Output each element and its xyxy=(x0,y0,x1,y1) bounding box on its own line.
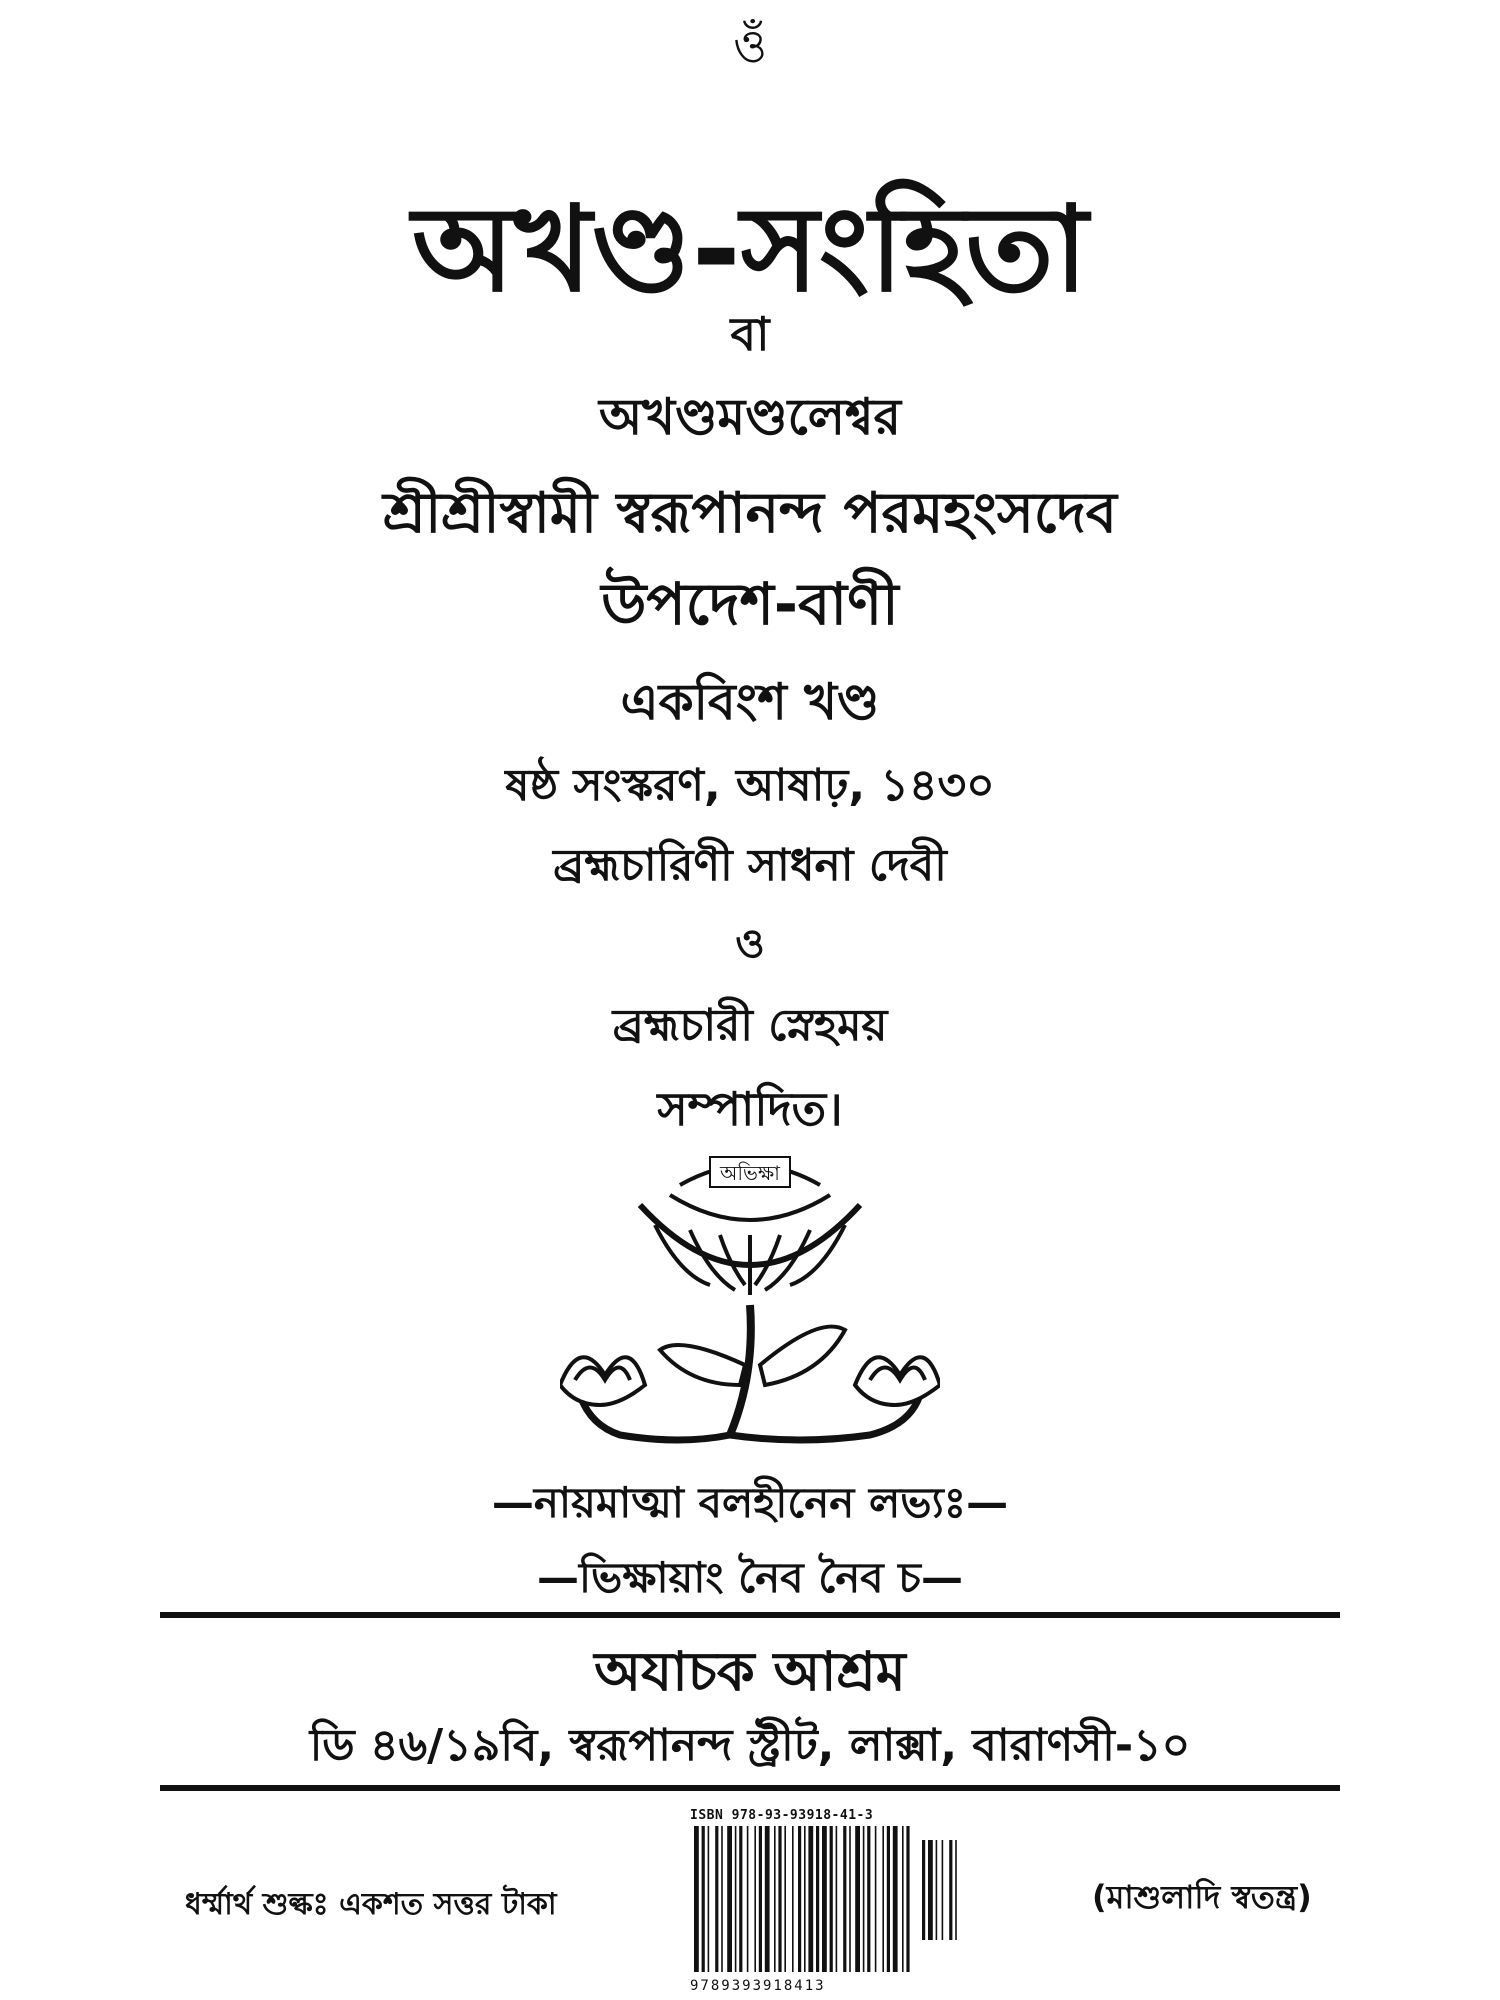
publisher-name: অযাচক আশ্রম xyxy=(594,1640,906,1703)
barcode-bar xyxy=(822,1826,827,1972)
barcode-bar xyxy=(816,1826,819,1972)
barcode-bar xyxy=(893,1826,898,1972)
barcode-bar xyxy=(739,1826,742,1972)
edition-label: ষষ্ঠ সংস্করণ, আষাঢ়, ১৪৩০ xyxy=(505,760,995,811)
barcode-bar xyxy=(747,1826,749,1972)
edited-label: সম্পাদিত। xyxy=(657,1082,843,1136)
barcode-bar xyxy=(906,1826,909,1972)
author-epithet: অখণ্ডমণ্ডলেশ্বর xyxy=(598,388,902,446)
barcode-bar xyxy=(754,1826,756,1972)
om-symbol: ওঁ xyxy=(733,19,767,73)
divider-top xyxy=(160,1612,1340,1618)
barcode-bar xyxy=(849,1826,851,1972)
barcode-addon-bar xyxy=(922,1840,925,1940)
barcode-bar xyxy=(867,1826,870,1972)
barcode-bar xyxy=(875,1826,877,1972)
barcode-bar xyxy=(863,1826,865,1972)
barcode-bar xyxy=(715,1826,718,1972)
volume-label: একবিংশ খণ্ড xyxy=(620,673,880,731)
barcode-bar xyxy=(694,1826,699,1972)
book-subtitle: উপদেশ-বাণী xyxy=(601,570,899,638)
editor-two: ব্রহ্মচারী স্নেহময় xyxy=(612,1000,888,1051)
barcode-bar xyxy=(836,1826,838,1972)
isbn-digits: 9789393918413 xyxy=(690,1978,826,1994)
barcode-bar xyxy=(708,1826,710,1972)
barcode-bar xyxy=(887,1826,890,1972)
barcode-bar xyxy=(765,1826,770,1972)
barcode-bar xyxy=(759,1826,762,1972)
barcode-bar xyxy=(808,1826,813,1972)
barcode-bar xyxy=(902,1826,904,1972)
barcode-addon-bar xyxy=(942,1840,944,1940)
lotus-emblem-icon xyxy=(560,1135,940,1455)
motto-line-one: —নায়মাত্মা বলহীনেন লভ্যঃ— xyxy=(491,1478,1009,1527)
postage-note: (মাশুলাদি স্বতন্ত্র) xyxy=(1092,1878,1312,1916)
barcode-addon-bar xyxy=(936,1840,938,1940)
isbn-label: ISBN 978-93-93918-41-3 xyxy=(690,1808,874,1823)
barcode-addon-bar xyxy=(955,1840,957,1940)
barcode-bar xyxy=(798,1826,801,1972)
title-or: বা xyxy=(730,307,770,361)
barcode-bar xyxy=(843,1826,846,1972)
price-label: ধর্ম্মার্থ শুল্কঃ একশত সত্তর টাকা xyxy=(185,1887,557,1922)
book-title: অখণ্ড-সংহিতা xyxy=(412,180,1088,318)
barcode-bar xyxy=(702,1826,705,1972)
barcode-bar xyxy=(882,1826,884,1972)
editor-conjunction: ও xyxy=(735,921,765,967)
barcode-bar xyxy=(727,1826,732,1972)
barcode-addon-bar xyxy=(928,1840,933,1940)
barcode-bar xyxy=(735,1826,737,1972)
barcode-bar xyxy=(830,1826,833,1972)
divider-bottom xyxy=(160,1785,1340,1791)
barcode-bar xyxy=(778,1826,781,1972)
author-name: শ্রীশ্রীস্বামী স্বরূপানন্দ পরমহংসদেব xyxy=(383,481,1117,546)
editor-one: ব্রহ্মচারিণী সাধনা দেবী xyxy=(553,840,947,891)
barcode-bar xyxy=(721,1826,723,1972)
motto-line-two: —ভিক্ষায়াং নৈব নৈব চ— xyxy=(537,1553,963,1602)
barcode-bar xyxy=(792,1826,794,1972)
barcode-icon xyxy=(690,1800,980,2000)
emblem-label: অভিক্ষা xyxy=(720,1161,780,1185)
publisher-address: ডি ৪৬/১৯বি, স্বরূপানন্দ স্ট্রীট, লাক্সা, বারাণসী-১০ xyxy=(309,1720,1191,1771)
barcode-bar xyxy=(784,1826,786,1972)
barcode-bar xyxy=(804,1826,806,1972)
barcode-bar xyxy=(774,1826,776,1972)
barcode-addon-bar xyxy=(949,1840,952,1940)
barcode-bar xyxy=(855,1826,860,1972)
